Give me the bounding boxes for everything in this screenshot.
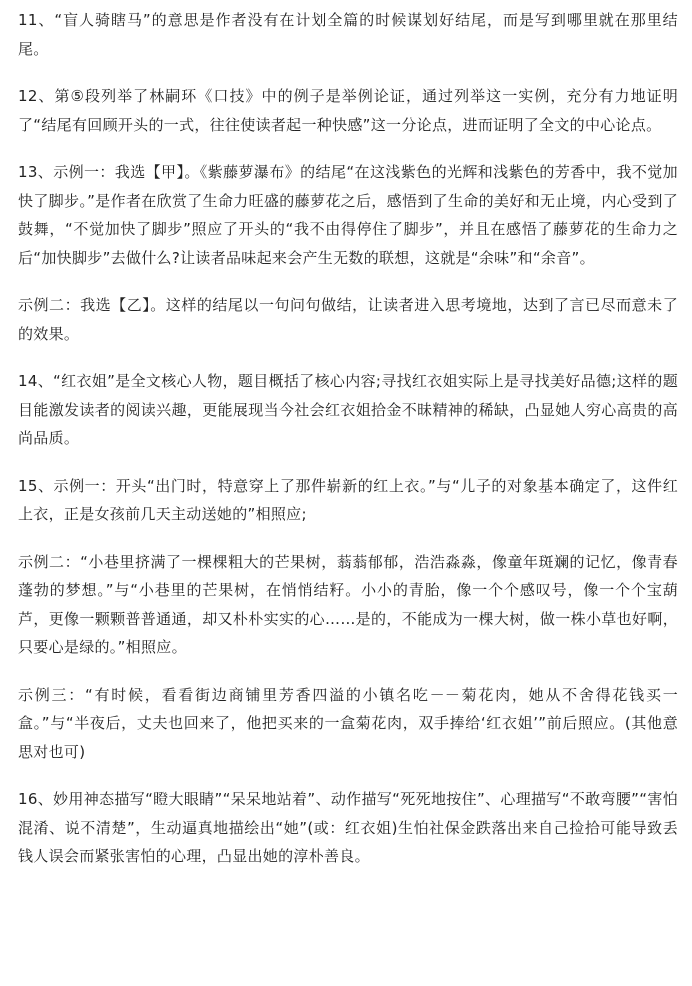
answer-13-example-1: 13、示例一：我选【甲】。《紫藤萝瀑布》的结尾“在这浅紫色的光辉和浅紫色的芳香中，我不觉加快了脚步。”是作者在欣赏了生命力旺盛的藤萝花之后，感悟到了生命的美好和无止境，内心受到了鼓舞，“不觉加快了脚步”照应了开头的“我不由得停住了脚步”，并且在感悟了藤萝花的生命力之后“加快脚步”去做什么?让读者品味起来会产生无数的联想，这就是“余味”和“余音”。 bbox=[18, 163, 678, 267]
answer-15-example-2: 示例二：“小巷里挤满了一棵棵粗大的芒果树，蓊蓊郁郁，浩浩淼淼，像童年斑斓的记忆，像青春蓬勃的梦想。”与“小巷里的芒果树，在悄悄结籽。小小的青胎，像一个个感叹号，像一个个宝葫芦，更像一颗颗普普通通，却又朴朴实实的心……是的，不能成为一棵大树，做一株小草也好啊，只要心是绿的。”相照应。 bbox=[18, 552, 678, 656]
answer-13-example-2: 示例二：我选【乙】。这样的结尾以一句问句做结，让读者进入思考境地，达到了言已尽而意未了的效果。 bbox=[18, 296, 678, 343]
answer-15-example-1: 15、示例一：开头“出门时，特意穿上了那件崭新的红上衣。”与“儿子的对象基本确定了，这件红上衣，正是女孩前几天主动送她的”相照应; bbox=[18, 476, 678, 523]
answer-11: 11、“盲人骑瞎马”的意思是作者没有在计划全篇的时候谋划好结尾，而是写到哪里就在那里结尾。 bbox=[18, 11, 678, 58]
answer-16: 16、妙用神态描写“瞪大眼睛”“呆呆地站着”、动作描写“死死地按住”、心理描写“不敢弯腰”“害怕混淆、说不清楚”，生动逼真地描绘出“她”(或：红衣姐)生怕社保金跌落出来自己捡拾可能导致丢钱人误会而紧张害怕的心理，凸显出她的淳朴善良。 bbox=[18, 790, 678, 865]
answer-12: 12、第⑤段列举了林嗣环《口技》中的例子是举例论证，通过列举这一实例，充分有力地证明了“结尾有回顾开头的一式，往往使读者起一种快感”这一分论点，进而证明了全文的中心论点。 bbox=[18, 87, 678, 134]
answer-14: 14、“红衣姐”是全文核心人物，题目概括了核心内容;寻找红衣姐实际上是寻找美好品德;这样的题目能激发读者的阅读兴趣，更能展现当今社会红衣姐拾金不昧精神的稀缺，凸显她人穷心高贵的高尚品质。 bbox=[18, 372, 678, 447]
answer-15-example-3: 示例三：“有时候，看看街边商铺里芳香四溢的小镇名吃－－菊花肉，她从不舍得花钱买一盒。”与“半夜后，丈夫也回来了，他把买来的一盒菊花肉，双手捧给‘红衣姐’”前后照应。(其他意思对也可) bbox=[18, 685, 678, 761]
